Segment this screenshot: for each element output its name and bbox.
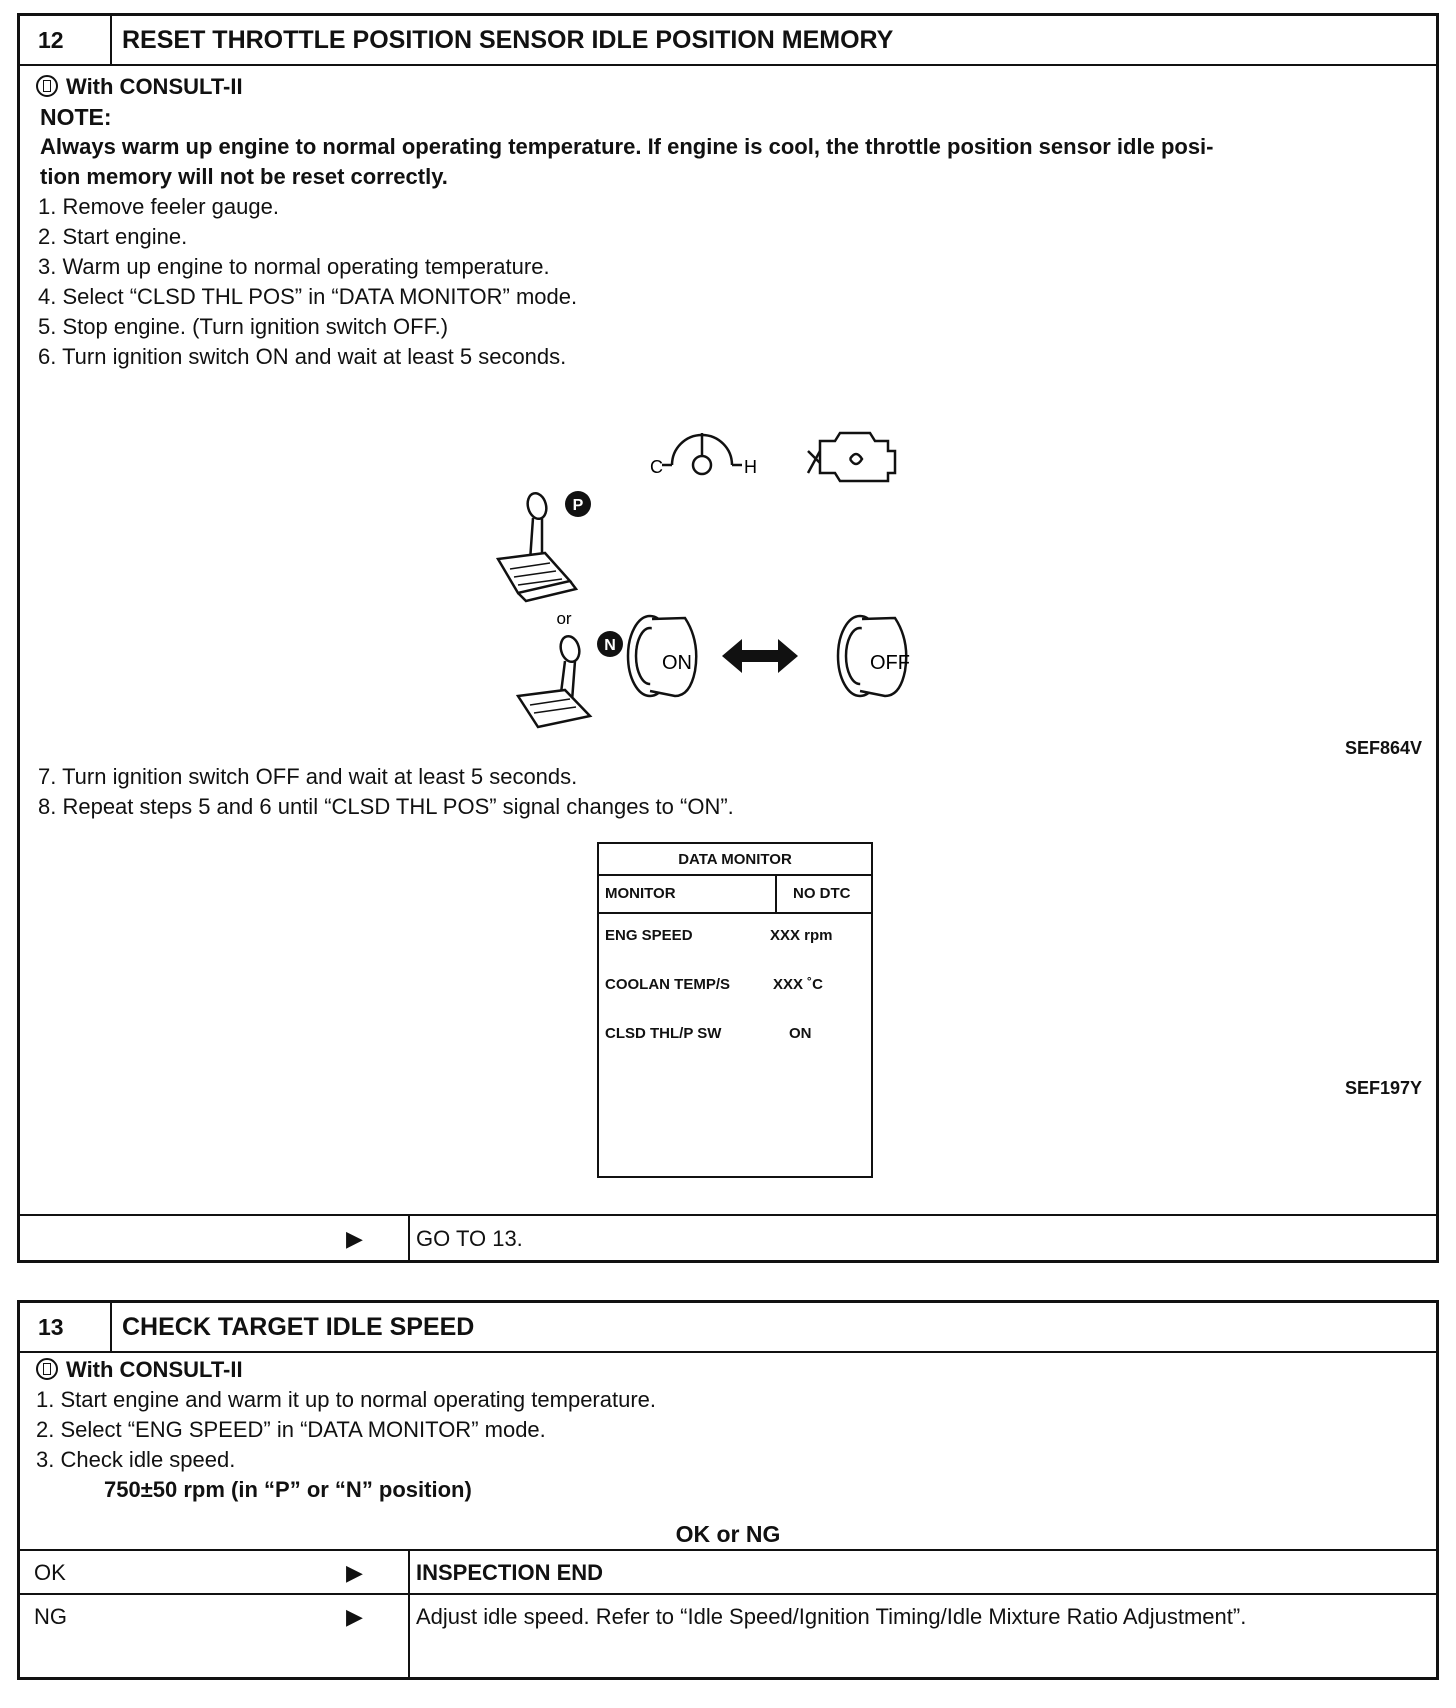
consult-heading [36, 1355, 243, 1385]
key-on-label: ON [662, 652, 692, 674]
result-action: Adjust idle speed. Refer to “Idle Speed/Ignition Timing/Idle Mixture Ratio Adjustment”. [416, 1604, 1247, 1629]
shift-lever-p-icon [498, 491, 576, 601]
step-item: 8. Repeat steps 5 and 6 until “CLSD THL POS” signal changes to “ON”. [38, 794, 734, 819]
step-item: 6. Turn ignition switch ON and wait at least 5 seconds. [38, 344, 567, 369]
monitor-title: DATA MONITOR [599, 844, 871, 876]
double-arrow-icon [722, 639, 798, 673]
step-item: 7. Turn ignition switch OFF and wait at least 5 seconds. [38, 764, 578, 789]
step-item: 1. Start engine and warm it up to normal operating temperature. [36, 1387, 657, 1412]
data-monitor-screen [597, 842, 873, 1178]
step-13-header [20, 1303, 1436, 1353]
ok-or-ng-label: OK or NG [675, 1521, 781, 1547]
row-divider [408, 1551, 410, 1595]
figure-code: SEF197Y [1344, 1078, 1422, 1098]
result-action: INSPECTION END [416, 1560, 604, 1585]
monitor-item-name: ENG SPEED [605, 927, 693, 944]
monitor-item-value: ON [789, 1025, 812, 1042]
result-action: GO TO 13. [416, 1226, 523, 1251]
row-divider [408, 1595, 410, 1679]
consult-heading [36, 72, 243, 102]
note-label: NOTE: [40, 104, 112, 130]
note-text-1: Always warm up engine to normal operating temperature. If engine is cool, the throttle position sensor idle posi- [40, 134, 1214, 159]
result-row-ok [20, 1549, 1436, 1595]
gauge-c-label: C [650, 457, 663, 477]
result-row [20, 1214, 1436, 1262]
monitor-column-label: MONITOR [605, 884, 676, 902]
consult-icon [36, 75, 58, 97]
arrow-icon: ▶ [346, 1226, 363, 1251]
or-label: or [556, 609, 572, 628]
monitor-header [599, 874, 871, 914]
step-12-box [17, 13, 1439, 1263]
step-item: 2. Start engine. [38, 224, 188, 249]
monitor-row [605, 976, 871, 998]
step-12-header [20, 16, 1436, 66]
monitor-row [605, 927, 871, 949]
step-13-box [17, 1300, 1439, 1680]
monitor-item-value: XXX rpm [770, 927, 833, 944]
consult-label: With CONSULT-II [66, 74, 243, 99]
note-text-2: tion memory will not be reset correctly. [40, 164, 448, 189]
idle-speed-spec: 750±50 rpm (in “P” or “N” position) [104, 1477, 472, 1502]
result-label: NG [34, 1604, 67, 1629]
arrow-icon: ▶ [346, 1560, 363, 1585]
result-row-ng [20, 1593, 1436, 1679]
arrow-icon: ▶ [346, 1604, 363, 1629]
gear-n-label: N [604, 637, 616, 654]
monitor-item-name: CLSD THL/P SW [605, 1025, 722, 1042]
step-item: 4. Select “CLSD THL POS” in “DATA MONITOR” mode. [38, 284, 578, 309]
ignition-cycle-illustration [490, 411, 970, 736]
step-item: 5. Stop engine. (Turn ignition switch OFF.) [38, 314, 449, 339]
gear-p-label: P [572, 497, 584, 514]
consult-icon [36, 1358, 58, 1380]
consult-label: With CONSULT-II [66, 1357, 243, 1382]
step-title: RESET THROTTLE POSITION SENSOR IDLE POSITION MEMORY [122, 25, 894, 54]
temp-gauge-icon [662, 433, 742, 474]
figure-code: SEF864V [1344, 738, 1422, 758]
engine-icon [808, 433, 895, 481]
monitor-row [605, 1025, 871, 1047]
step-title: CHECK TARGET IDLE SPEED [122, 1312, 475, 1341]
monitor-status-label: NO DTC [793, 884, 851, 902]
step-item: 3. Warm up engine to normal operating temperature. [38, 254, 550, 279]
row-divider [408, 1216, 410, 1262]
step-number: 12 [20, 16, 112, 64]
key-off-label: OFF [870, 652, 910, 674]
monitor-header-divider [775, 874, 777, 912]
shift-lever-n-icon [518, 634, 590, 727]
step-item: 2. Select “ENG SPEED” in “DATA MONITOR” mode. [36, 1417, 546, 1442]
monitor-item-value: XXX ˚C [773, 976, 824, 993]
result-label: OK [34, 1560, 66, 1585]
gauge-h-label: H [744, 457, 757, 477]
monitor-item-name: COOLAN TEMP/S [605, 976, 731, 993]
step-item: 3. Check idle speed. [36, 1447, 236, 1472]
step-item: 1. Remove feeler gauge. [38, 194, 279, 219]
step-number: 13 [20, 1303, 112, 1351]
